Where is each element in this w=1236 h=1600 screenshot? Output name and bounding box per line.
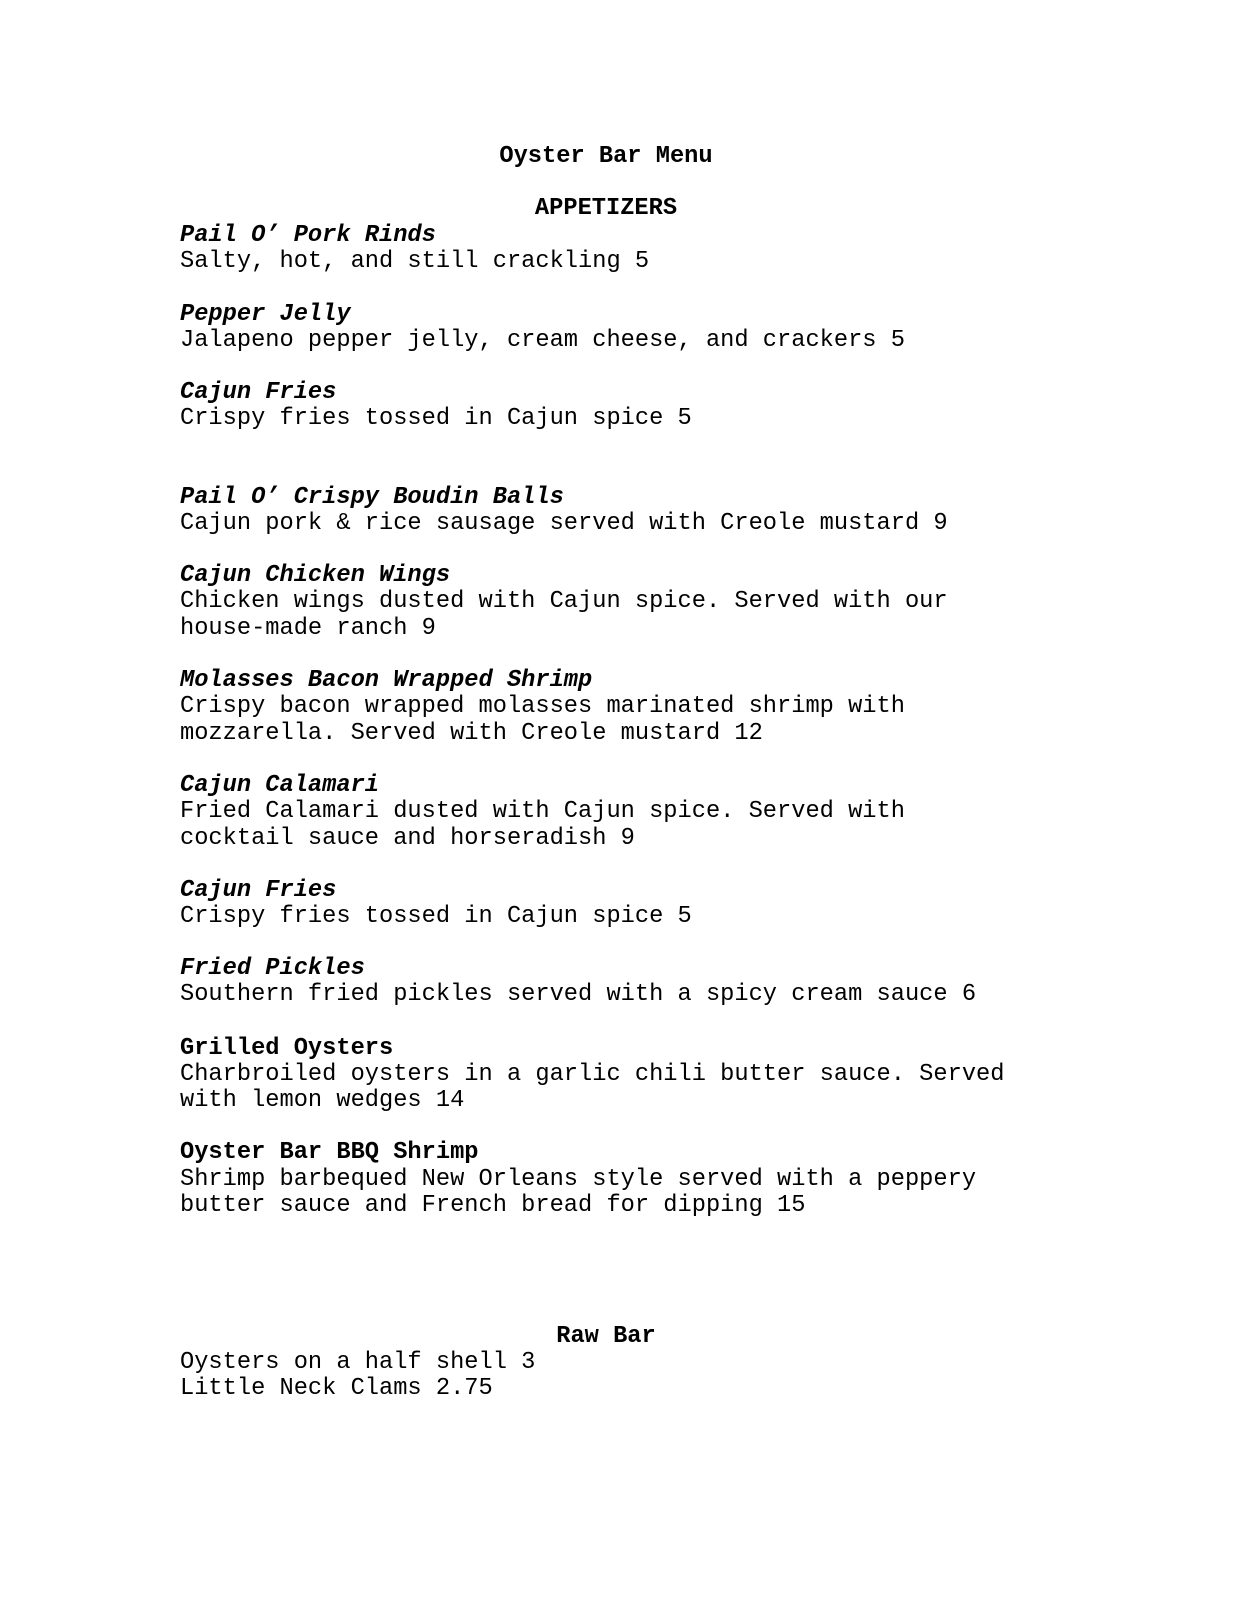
menu-title: Oyster Bar Menu xyxy=(499,143,713,170)
menu-item-description: butter sauce and French bread for dipping 15 xyxy=(180,1192,806,1219)
menu-item-description: Crispy fries tossed in Cajun spice 5 xyxy=(180,405,692,432)
menu-item-description: house-made ranch 9 xyxy=(180,615,436,642)
menu-item-description: Cajun pork & rice sausage served with Creole mustard 9 xyxy=(180,510,948,537)
menu-item-description: Chicken wings dusted with Cajun spice. Served with our xyxy=(180,588,948,615)
raw-bar-heading: Raw Bar xyxy=(556,1323,656,1350)
menu-item-description: mozzarella. Served with Creole mustard 12 xyxy=(180,720,763,747)
menu-item-name: Grilled Oysters xyxy=(180,1035,394,1062)
menu-item-description: with lemon wedges 14 xyxy=(180,1087,465,1114)
menu-item-name: Pail O’ Pork Rinds xyxy=(180,222,436,249)
menu-item-name: Cajun Fries xyxy=(180,379,337,406)
menu-item-description: Jalapeno pepper jelly, cream cheese, and crackers 5 xyxy=(180,327,905,354)
menu-item-name: Cajun Fries xyxy=(180,877,337,904)
menu-item-description: Southern fried pickles served with a spicy cream sauce 6 xyxy=(180,981,977,1008)
raw-bar-item: Little Neck Clams 2.75 xyxy=(180,1375,493,1402)
menu-item-description: Salty, hot, and still crackling 5 xyxy=(180,248,650,275)
appetizers-heading: APPETIZERS xyxy=(534,195,678,222)
menu-item-description: Shrimp barbequed New Orleans style served with a peppery xyxy=(180,1166,977,1193)
menu-item-name: Pepper Jelly xyxy=(180,301,351,328)
menu-item-name: Pail O’ Crispy Boudin Balls xyxy=(180,484,564,511)
menu-item-description: Fried Calamari dusted with Cajun spice. Served with xyxy=(180,798,905,825)
menu-item-name: Oyster Bar BBQ Shrimp xyxy=(180,1139,479,1166)
menu-item-name: Cajun Chicken Wings xyxy=(180,562,451,589)
raw-bar-item: Oysters on a half shell 3 xyxy=(180,1349,536,1376)
menu-item-name: Fried Pickles xyxy=(180,955,365,982)
menu-item-description: cocktail sauce and horseradish 9 xyxy=(180,825,635,852)
menu-item-name: Cajun Calamari xyxy=(180,772,380,799)
menu-item-description: Charbroiled oysters in a garlic chili butter sauce. Served xyxy=(180,1061,1005,1088)
menu-item-name: Molasses Bacon Wrapped Shrimp xyxy=(180,667,593,694)
menu-item-description: Crispy bacon wrapped molasses marinated shrimp with xyxy=(180,693,905,720)
menu-item-description: Crispy fries tossed in Cajun spice 5 xyxy=(180,903,692,930)
